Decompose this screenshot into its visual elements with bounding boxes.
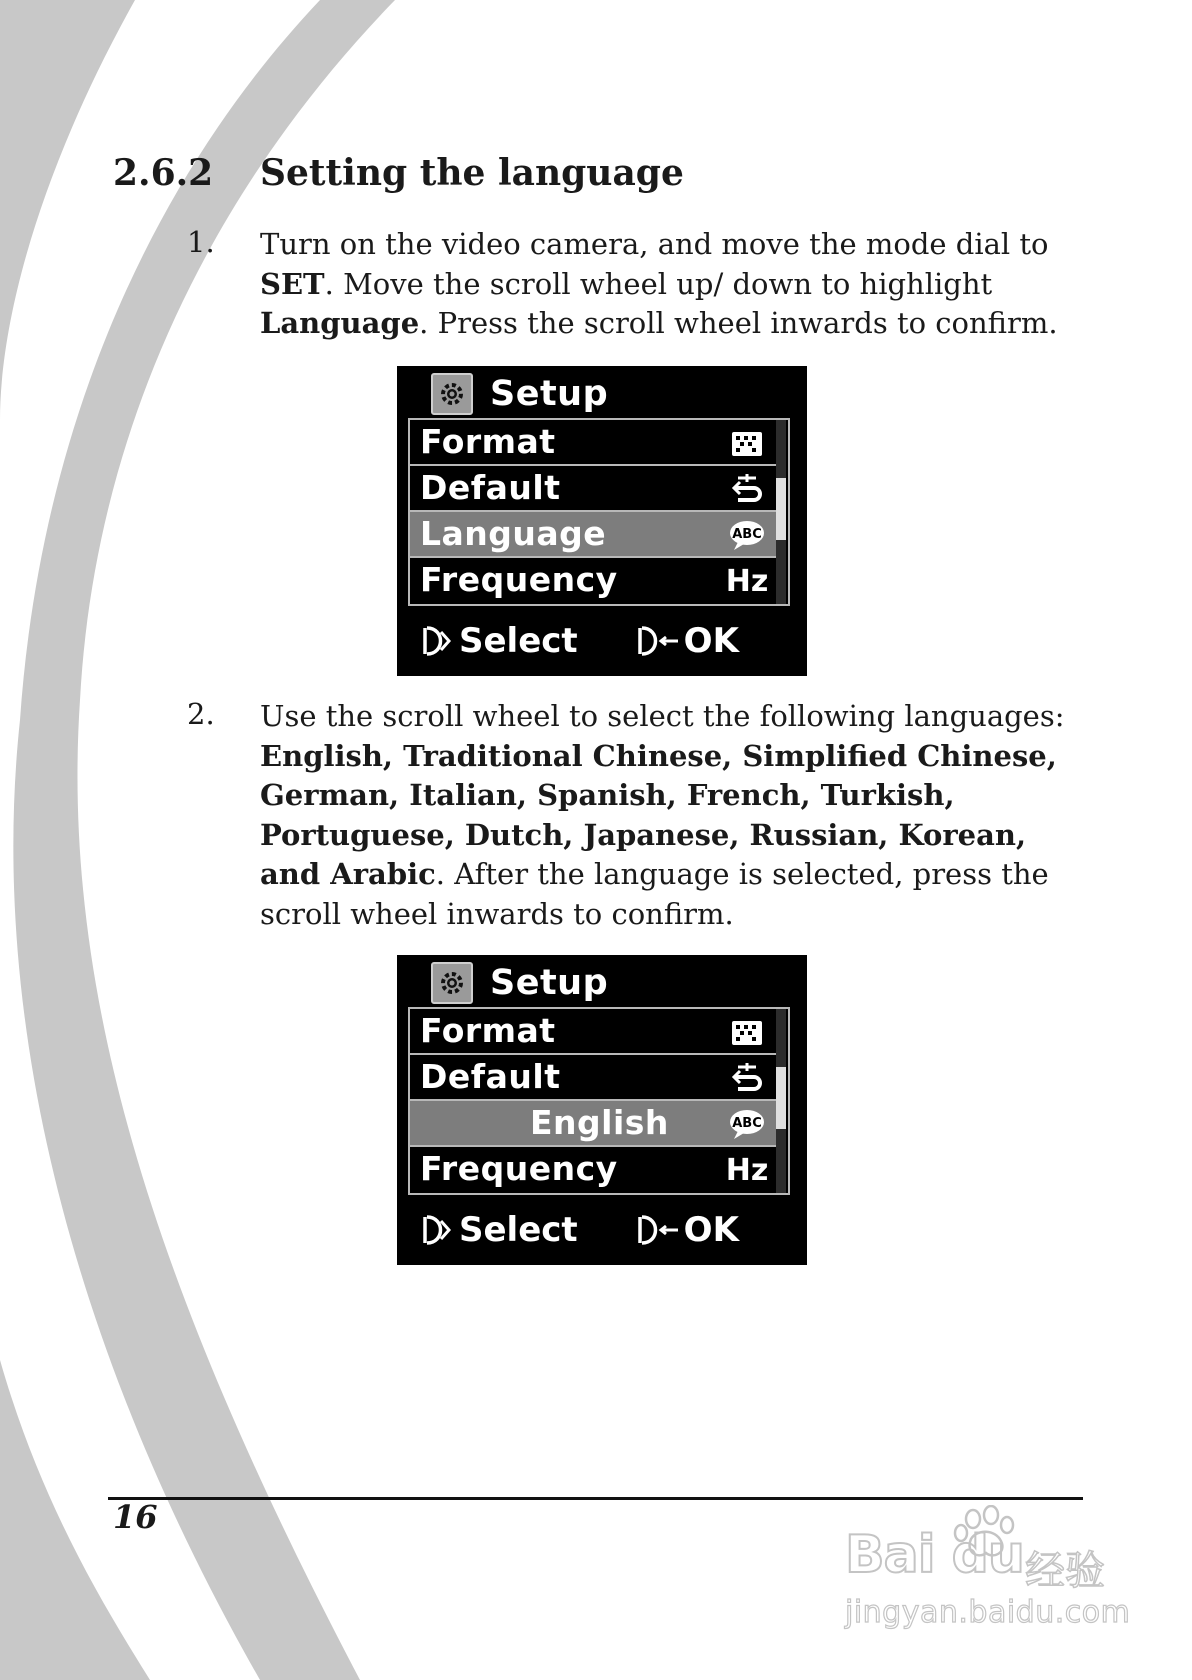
lcd-title: Setup [490,963,609,1003]
menu-item-label: Frequency [420,560,618,599]
watermark-logo-text: Bai du [845,1525,1024,1585]
menu-item-language[interactable] [410,512,778,558]
menu-item-default[interactable] [410,466,778,512]
hz-text: Hz [725,1152,769,1188]
step-1-text [260,225,1060,344]
step-2-text [260,697,1090,934]
default-reset-icon [728,1061,766,1095]
svg-text:ABC: ABC [732,1116,762,1131]
menu-item-label: Format [420,1011,556,1050]
hz-text: Hz [725,563,769,599]
step-1-keyword-set: SET [260,266,325,301]
lcd-header [431,959,608,1007]
press-wheel-icon [636,624,680,658]
page-number: 16 [113,1498,158,1536]
select-hint [421,1210,578,1250]
abc-language-icon [728,1107,766,1141]
scroll-wheel-icon [421,1213,455,1247]
step-1-text-part: Turn on the video camera, and move the mode dial to [260,227,1049,261]
select-label: Select [459,1210,578,1250]
step-2-text-part: . After the language is selected, press the scroll wheel inwards to confirm. [260,857,1049,931]
scroll-wheel-icon [421,624,455,658]
menu-item-frequency[interactable] [410,558,778,604]
menu-item-format[interactable] [410,420,778,466]
lcd-title: Setup [490,374,609,414]
lcd-header [431,370,608,418]
scrollbar[interactable] [776,420,786,604]
watermark-url: jingyan.baidu.com [845,1595,1131,1630]
abc-language-icon [728,518,766,552]
camera-lcd-setup-screen [397,366,807,676]
step-1-number: 1. [187,225,215,259]
camera-lcd-language-screen [397,955,807,1265]
format-icon [728,426,766,460]
menu-item-default[interactable] [410,1055,778,1101]
step-1-keyword-language: Language [260,306,420,340]
menu-item-label: Language [420,514,607,553]
gear-icon [431,373,473,415]
setup-menu [408,418,790,606]
select-label: Select [459,621,578,661]
scrollbar[interactable] [776,1009,786,1193]
svg-text:ABC: ABC [732,527,762,542]
footer-divider [108,1497,1083,1500]
menu-item-label: Format [420,422,556,461]
format-icon [728,1015,766,1049]
step-1-text-part: . Move the scroll wheel up/ down to highlight [324,266,993,301]
ok-label: OK [683,1210,739,1250]
lcd-footer [421,1207,791,1253]
step-2-language-list: English, Traditional Chinese, Simplified Chinese, German, Italian, Spanish, French, Turkish, Portuguese, Dutch, Japanese, Russian, Korean, and Arabic [260,738,1057,891]
lcd-footer [421,618,791,664]
menu-item-format[interactable] [410,1009,778,1055]
menu-item-frequency[interactable] [410,1147,778,1193]
section-title: Setting the language [260,152,684,194]
ok-hint [636,1210,739,1250]
select-hint [421,621,578,661]
ok-label: OK [683,621,739,661]
step-1-text-part: . Press the scroll wheel inwards to confirm. [419,306,1058,340]
step-2-number: 2. [187,697,215,731]
watermark-brand-text: 经验 [1025,1548,1105,1594]
press-wheel-icon [636,1213,680,1247]
menu-item-label: Default [420,1057,561,1096]
menu-item-label: Frequency [420,1149,618,1188]
menu-item-language-english[interactable] [410,1101,778,1147]
gear-icon [431,962,473,1004]
default-reset-icon [728,472,766,506]
step-2-text-part: Use the scroll wheel to select the following languages: [260,699,1065,733]
language-value-label: English [530,1103,669,1142]
scrollbar-thumb[interactable] [776,1067,786,1129]
baidu-jingyan-watermark [845,1505,1135,1635]
setup-menu [408,1007,790,1195]
ok-hint [636,621,739,661]
section-number: 2.6.2 [113,152,214,194]
menu-item-label: Default [420,468,561,507]
scrollbar-thumb[interactable] [776,478,786,540]
